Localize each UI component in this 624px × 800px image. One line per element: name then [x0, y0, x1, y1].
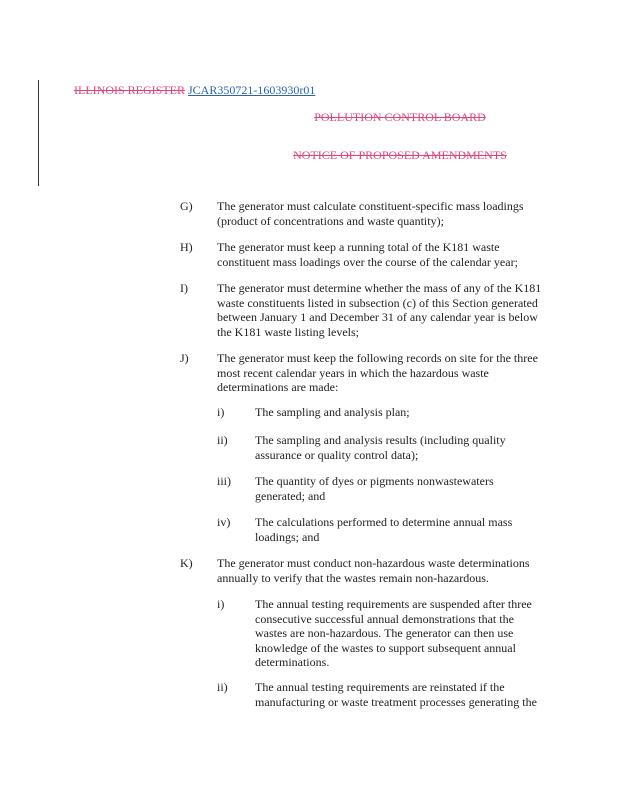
item-text: The annual testing requirements are suspended after three consecutive successful annual demonstrations that the wastes are non-hazardous. The generator can then use knowledge of the wastes to support subsequent annual determinations. [255, 597, 532, 669]
item-label: ii) [217, 433, 228, 447]
notice-header [0, 148, 624, 162]
item-label: iv) [217, 515, 231, 529]
register-struck-text: ILLINOIS REGISTER [74, 83, 185, 97]
item-text: The sampling and analysis plan; [255, 405, 410, 419]
item-label: iii) [217, 474, 231, 488]
board-header [0, 110, 624, 124]
item-text: The sampling and analysis results (including quality assurance or quality control data); [255, 433, 506, 462]
item-text: The annual testing requirements are reinstated if the manufacturing or waste treatment processes generating the [255, 680, 537, 709]
revision-margin-bar [38, 80, 39, 186]
item-label: K) [180, 556, 193, 570]
item-label: H) [180, 240, 193, 254]
register-inserted-text: JCAR350721-1603930r01 [188, 83, 316, 97]
item-text: The generator must determine whether the mass of any of the K181 waste constituents listed in subsection (c) of this Section generated between January 1 and December 31 of any calendar year is below the K181 waste listing levels; [217, 281, 542, 339]
item-text: The quantity of dyes or pigments nonwastewaters generated; and [255, 474, 494, 503]
register-header [74, 83, 315, 97]
item-label: i) [217, 597, 225, 611]
item-text: The generator must conduct non-hazardous waste determinations annually to verify that the wastes remain non-hazardous. [217, 556, 530, 585]
item-label: I) [180, 281, 188, 295]
item-text: The generator must keep the following records on site for the three most recent calendar years in which the hazardous waste determinations are made: [217, 351, 538, 394]
item-text: The generator must calculate constituent-specific mass loadings (product of concentrations and waste quantity); [217, 199, 524, 228]
notice-title: NOTICE OF PROPOSED AMENDMENTS [293, 148, 507, 162]
item-label: G) [180, 199, 193, 213]
item-text: The calculations performed to determine annual mass loadings; and [255, 515, 513, 544]
item-text: The generator must keep a running total of the K181 waste constituent mass loadings over the course of the calendar year; [217, 240, 518, 269]
item-label: J) [180, 351, 189, 365]
item-label: i) [217, 405, 225, 419]
board-title: POLLUTION CONTROL BOARD [314, 110, 486, 124]
item-label: ii) [217, 680, 228, 694]
